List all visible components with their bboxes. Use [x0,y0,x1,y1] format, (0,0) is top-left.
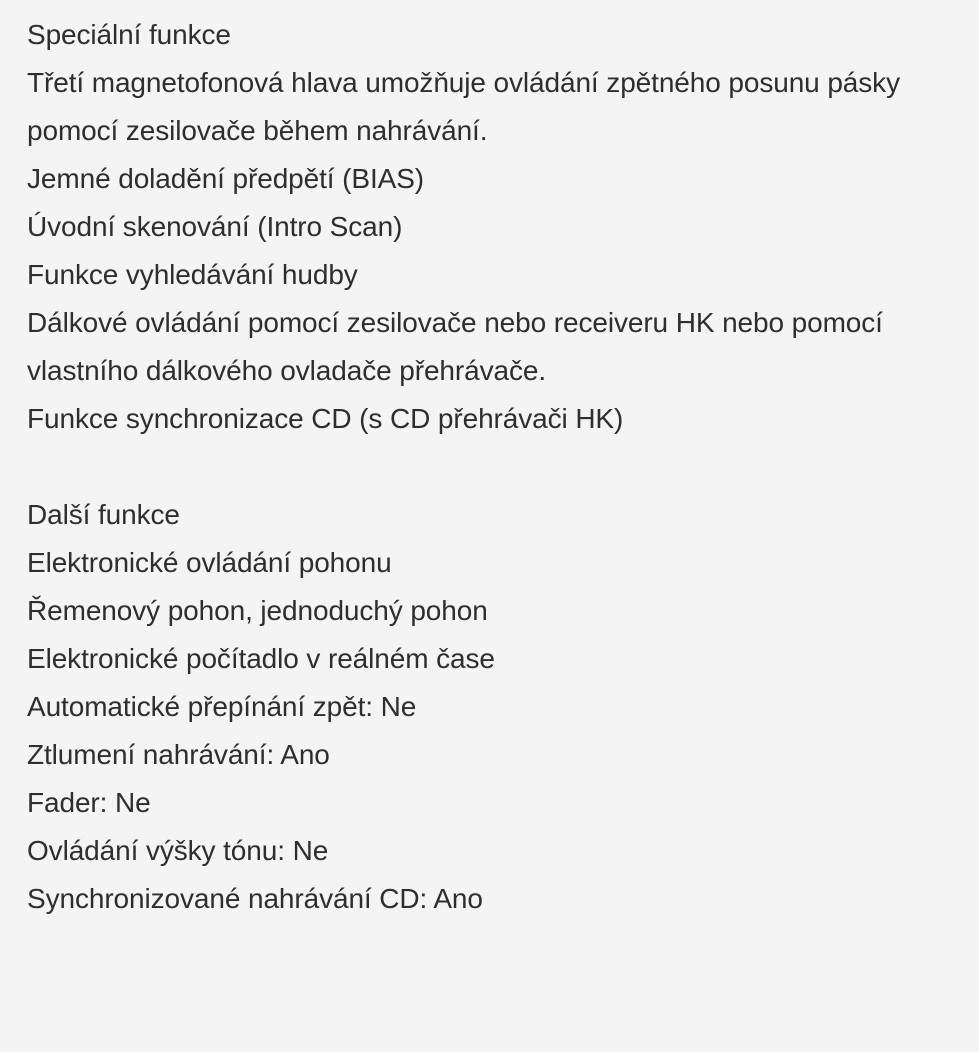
other-feature-item: Ztlumení nahrávání: Ano [27,739,330,770]
other-feature-item: Elektronické ovládání pohonu [27,547,392,578]
section-spacer [27,443,977,491]
special-feature-item: Dálkové ovládání pomocí zesilovače nebo receiveru HK nebo pomocí vlastního dálkového ovladače přehrávače. [27,307,883,386]
special-feature-item: Funkce synchronizace CD (s CD přehrávači HK) [27,403,624,434]
other-feature-item: Automatické přepínání zpět: Ne [27,691,417,722]
other-features-heading: Další funkce [27,499,180,530]
other-feature-item: Ovládání výšky tónu: Ne [27,835,329,866]
other-feature-item: Fader: Ne [27,787,151,818]
other-feature-item: Řemenový pohon, jednoduchý pohon [27,595,488,626]
special-feature-item: Úvodní skenování (Intro Scan) [27,211,403,242]
feature-description [27,11,977,923]
special-feature-item: Jemné doladění předpětí (BIAS) [27,163,425,194]
special-features-heading: Speciální funkce [27,19,231,50]
special-feature-item: Třetí magnetofonová hlava umožňuje ovládání zpětného posunu pásky pomocí zesilovače během nahrávání. [27,67,900,146]
other-feature-item: Elektronické počítadlo v reálném čase [27,643,495,674]
other-feature-item: Synchronizované nahrávání CD: Ano [27,883,483,914]
special-feature-item: Funkce vyhledávání hudby [27,259,358,290]
